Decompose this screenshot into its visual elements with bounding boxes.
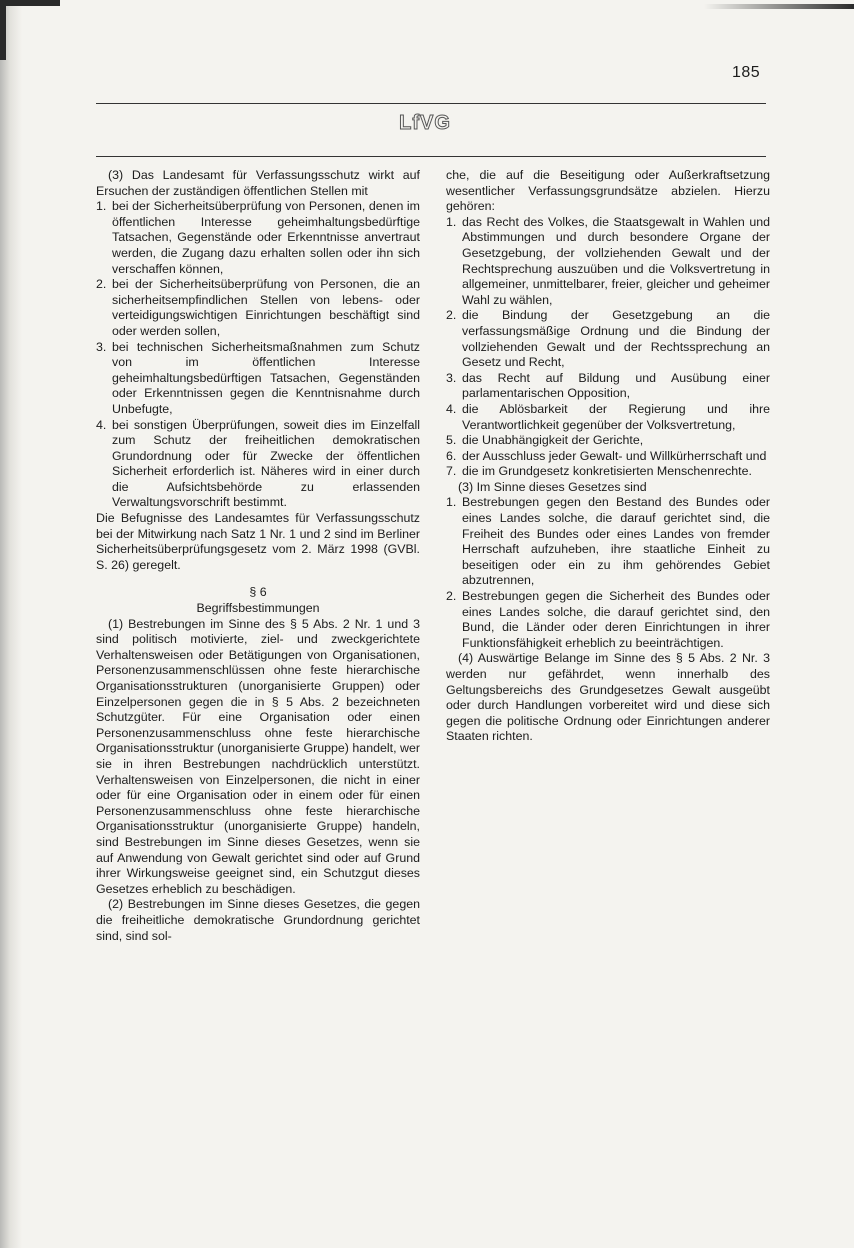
list-item-number: 5.: [446, 433, 457, 448]
section-6-paragraph-2-continued: che, die auf die Beseitigung oder Außerkraftsetzung wesentlicher Verfassungsgrundsätze abzielen. Hierzu gehören:: [446, 168, 770, 214]
list-item: [96, 199, 420, 277]
list-item-text: das Recht auf Bildung und Ausübung einer parlamentarischen Opposition,: [462, 370, 770, 401]
list-item: [446, 402, 770, 433]
list-item-number: 2.: [446, 308, 457, 323]
list-item-text: die Unabhängigkeit der Gerichte,: [462, 433, 644, 448]
list-item-number: 2.: [446, 589, 457, 604]
principles-list: [446, 215, 770, 480]
list-item: [446, 449, 770, 465]
list-item-text: bei technischen Sicherheitsmaßnahmen zum Schutz von im öffentlichen Interesse geheimhaltungsbedürftigen Tatsachen, Gegenständen oder Erkenntnissen gegen die Kenntnisnahme durch Unbefugte,: [112, 339, 420, 416]
paragraph-3-intro: (3) Das Landesamt für Verfassungsschutz wirkt auf Ersuchen der zuständigen öffentlichen Stellen mit: [96, 168, 420, 198]
list-item-number: 6.: [446, 448, 457, 463]
scan-edge-top-left: [0, 0, 60, 6]
list-item-text: bei sonstigen Überprüfungen, soweit dies im Einzelfall zum Schutz der freiheitlichen demokratischen Grundordnung oder für Zwecke der öffentlichen Sicherheit erforderlich ist. Näheres wird in einer durch die Aufsichtsbehörde zu erlassenden Verwaltungsvorschrift bestimmt.: [112, 417, 420, 510]
list-item-text: bei der Sicherheitsüberprüfung von Personen, die an sicherheitsempfindlichen Stellen von lebens- oder verteidigungswichtigen Einrichtungen beschäftigt sind oder werden sollen,: [112, 277, 420, 338]
section-6-paragraph-3-intro: (3) Im Sinne dieses Gesetzes sind: [458, 479, 647, 494]
list-item-text: Bestrebungen gegen den Bestand des Bundes oder eines Landes solche, die darauf gerichtet sind, die Freiheit des Bundes oder eines Landes von fremder Herrschaft aufzuheben, ihre staatliche Einheit zu beseitigen oder ein zu ihm gehörendes Gebiet abzutrennen,: [462, 495, 770, 588]
list-item: [446, 371, 770, 402]
scan-edge-left-top: [0, 0, 6, 60]
list-item: [446, 433, 770, 449]
list-item-text: der Ausschluss jeder Gewalt- und Willkürherrschaft und: [462, 448, 767, 463]
header-rule-top: [96, 103, 766, 104]
list-item-number: 1.: [446, 214, 457, 229]
list-item-text: die im Grundgesetz konkretisierten Menschenrechte.: [462, 464, 752, 479]
list-item-number: 4.: [446, 401, 457, 416]
list-item-text: die Bindung der Gesetzgebung an die verfassungsmäßige Ordnung und die Bindung der vollziehenden Gewalt und der Rechtssprechung an Gesetz und Recht,: [462, 308, 770, 370]
scan-edge-top-right: [704, 4, 854, 9]
list-item: [446, 308, 770, 370]
section-title: Begriffsbestimmungen: [196, 601, 320, 616]
list-item-text: das Recht des Volkes, die Staatsgewalt in Wahlen und Abstimmungen und durch besondere Organe der Gesetzgebung, der vollziehenden Gewalt und der Rechtsprechung auszuüben und die Volksvertretung in allgemeiner, unmittelbarer, freier, gleicher und geheimer Wahl zu wählen,: [462, 214, 770, 307]
list-item-number: 4.: [96, 417, 107, 432]
paragraph-3-outro: Die Befugnisse des Landesamtes für Verfassungsschutz bei der Mitwirkung nach Satz 1 Nr. 1 und 2 sind im Berliner Sicherheitsüberprüfungsgesetz vom 2. März 1998 (GVBl. S. 26) geregelt.: [96, 511, 420, 572]
list-item-number: 7.: [446, 464, 457, 479]
left-column: [96, 168, 420, 944]
list-item-number: 2.: [96, 277, 107, 292]
list-item: [96, 340, 420, 418]
paragraph-3-list: [96, 199, 420, 511]
section-6-paragraph-4: (4) Auswärtige Belange im Sinne des § 5 Abs. 2 Nr. 3 werden nur gefährdet, wenn innerhalb des Geltungsbereichs des Grundgesetzes Gewalt ausgeübt oder durch Handlungen vorbereitet wird und diese sich gegen die politische Ordnung oder Einrichtungen anderer Staaten richten.: [446, 651, 770, 744]
list-item: [446, 215, 770, 309]
right-column: [446, 168, 770, 745]
list-item: [446, 464, 770, 480]
list-item: [96, 277, 420, 339]
section-number: § 6: [249, 585, 267, 600]
scan-shadow-left: [0, 0, 22, 1248]
list-item-number: 3.: [446, 370, 457, 385]
header-rule-bottom: [96, 156, 766, 157]
spacer: [96, 573, 420, 585]
list-item: [446, 589, 770, 651]
section-6-paragraph-1: (1) Bestrebungen im Sinne des § 5 Abs. 2 Nr. 1 und 3 sind politisch motivierte, ziel- und zweckgerichtete Verhaltensweisen oder Betätigungen von Organisationen, Personenzusammenschlüssen ohne feste hierarchische Organisationsstrukturen (unorganisierte Gruppen) oder Einzelpersonen gegen die in § 5 Abs. 2 bezeichneten Schutzgüter. Für eine Organisation oder einen Personenzusammenschluss ohne feste hierarchische Organisationsstruktur (unorganisierte Gruppe) handelt, wer sie in ihren Bestrebungen nachdrücklich unterstützt. Verhaltensweisen von Einzelpersonen, die nicht in einer oder für eine Organisation oder in einem oder für einen Personenzusammenschluss ohne feste hierarchische Organisationsstruktur (unorganisierte Gruppe) handeln, sind Bestrebungen im Sinne dieses Gesetzes, wenn sie auf Anwendung von Gewalt gerichtet sind oder auf Grund ihrer Wirkungsweise geeignet sind, ein Schutzgut dieses Gesetzes erheblich zu beschädigen.: [96, 616, 420, 896]
list-item-number: 3.: [96, 339, 107, 354]
definitions-list: [446, 495, 770, 651]
list-item: [446, 495, 770, 589]
list-item-text: Bestrebungen gegen die Sicherheit des Bundes oder eines Landes solche, die darauf gerichtet sind, den Bund, die Länder oder deren Einrichtungen in ihrer Funktionsfähigkeit erheblich zu beeinträchtigen.: [462, 589, 770, 650]
list-item-text: die Ablösbarkeit der Regierung und ihre Verantwortlichkeit gegenüber der Volksvertretung,: [462, 401, 770, 432]
list-item-number: 1.: [96, 199, 107, 214]
header-logo: LfVG: [399, 112, 451, 134]
list-item-number: 1.: [446, 495, 457, 510]
list-item-text: bei der Sicherheitsüberprüfung von Personen, denen im öffentlichen Interesse geheimhaltungsbedürftige Tatsachen, Gegenstände oder Erkenntnisse anvertraut werden, die Zugang dazu erhalten sollen oder ihn sich verschaffen können,: [112, 199, 420, 276]
page-number: 185: [732, 64, 761, 81]
list-item: [96, 418, 420, 512]
section-6-paragraph-2-start: (2) Bestrebungen im Sinne dieses Gesetzes, die gegen die freiheitliche demokratische Grundordnung gerichtet sind, sind sol-: [96, 897, 420, 943]
